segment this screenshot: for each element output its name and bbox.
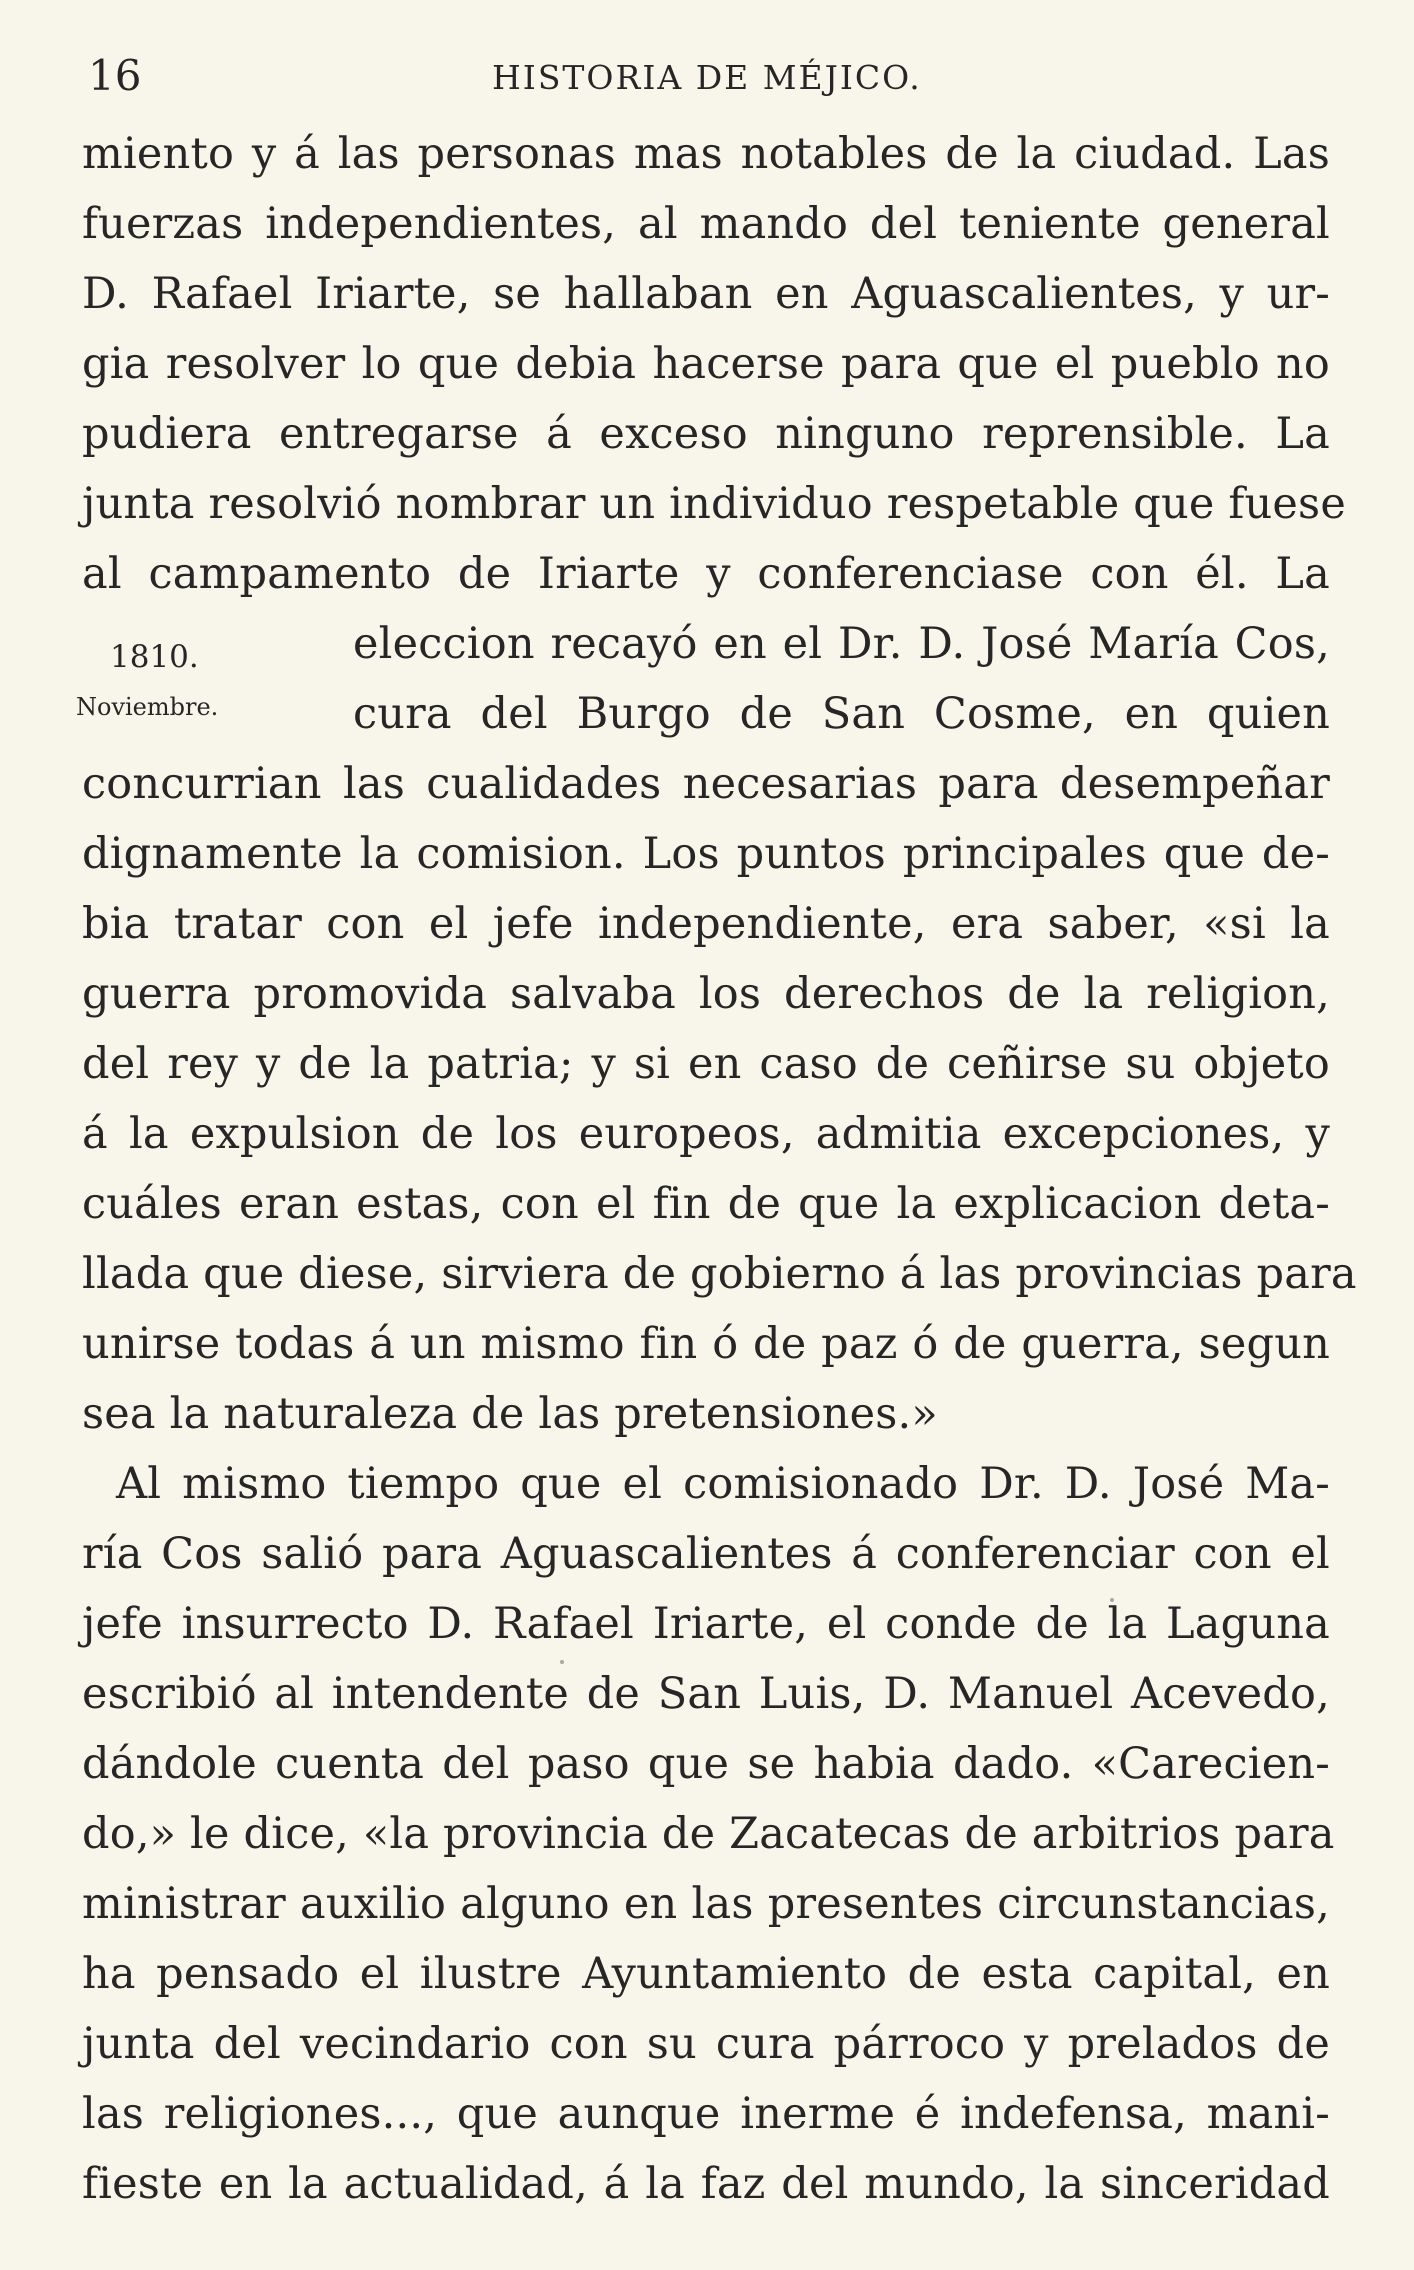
marginal-year: 1810. (110, 639, 199, 675)
text-line-21: ría Cos salió para Aguascalientes á conferenciar con el (82, 1529, 1330, 1579)
text-line-23: escribió al intendente de San Luis, D. Manuel Acevedo, (82, 1669, 1330, 1719)
page-header (0, 52, 1414, 100)
text-line-30: fieste en la actualidad, á la faz del mundo, la sinceridad (82, 2159, 1330, 2209)
text-line-16: cuáles eran estas, con el fin de que la explicacion deta- (82, 1179, 1330, 1229)
text-line-6: junta resolvió nombrar un individuo respetable que fuese (82, 479, 1346, 529)
text-line-8: eleccion recayó en el Dr. D. José María Cos, (353, 619, 1330, 669)
text-line-9: cura del Burgo de San Cosme, en quien (353, 689, 1330, 739)
text-line-26: ministrar auxilio alguno en las presentes circunstancias, (82, 1879, 1330, 1929)
text-line-24: dándole cuenta del paso que se habia dado. «Carecien- (82, 1739, 1330, 1789)
text-line-10: concurrian las cualidades necesarias para desempeñar (82, 759, 1330, 809)
text-line-5: pudiera entregarse á exceso ninguno reprensible. La (82, 409, 1330, 459)
text-line-11: dignamente la comision. Los puntos principales que de- (82, 829, 1330, 879)
text-line-4: gia resolver lo que debia hacerse para que el pueblo no (82, 339, 1330, 389)
running-head: HISTORIA DE MÉJICO. (492, 58, 922, 97)
text-line-2: fuerzas independientes, al mando del teniente general (82, 199, 1330, 249)
text-line-1: miento y á las personas mas notables de la ciudad. Las (82, 129, 1330, 179)
text-line-20: Al mismo tiempo que el comisionado Dr. D. José Ma- (116, 1459, 1330, 1509)
text-line-19: sea la naturaleza de las pretensiones.» (82, 1389, 938, 1439)
text-line-17: llada que diese, sirviera de gobierno á las provincias para (82, 1249, 1357, 1299)
print-speck (1110, 1598, 1114, 1602)
text-line-12: bia tratar con el jefe independiente, era saber, «si la (82, 899, 1330, 949)
text-line-18: unirse todas á un mismo fin ó de paz ó de guerra, segun (82, 1319, 1330, 1369)
text-line-3: D. Rafael Iriarte, se hallaban en Aguascalientes, y ur- (82, 269, 1330, 319)
text-line-14: del rey y de la patria; y si en caso de ceñirse su objeto (82, 1039, 1330, 1089)
text-line-15: á la expulsion de los europeos, admitia excepciones, y (82, 1109, 1330, 1159)
text-line-7: al campamento de Iriarte y conferenciase con él. La (82, 549, 1330, 599)
text-line-13: guerra promovida salvaba los derechos de la religion, (82, 969, 1330, 1019)
text-line-29: las religiones..., que aunque inerme é indefensa, mani- (82, 2089, 1330, 2139)
page-number: 16 (88, 51, 142, 100)
print-speck (560, 1660, 564, 1664)
text-line-28: junta del vecindario con su cura párroco y prelados de (82, 2019, 1330, 2069)
marginal-month: Noviembre. (76, 693, 219, 721)
text-line-25: do,» le dice, «la provincia de Zacatecas de arbitrios para (82, 1809, 1335, 1859)
text-line-27: ha pensado el ilustre Ayuntamiento de esta capital, en (82, 1949, 1330, 1999)
text-line-22: jefe insurrecto D. Rafael Iriarte, el conde de la Laguna (82, 1599, 1330, 1649)
